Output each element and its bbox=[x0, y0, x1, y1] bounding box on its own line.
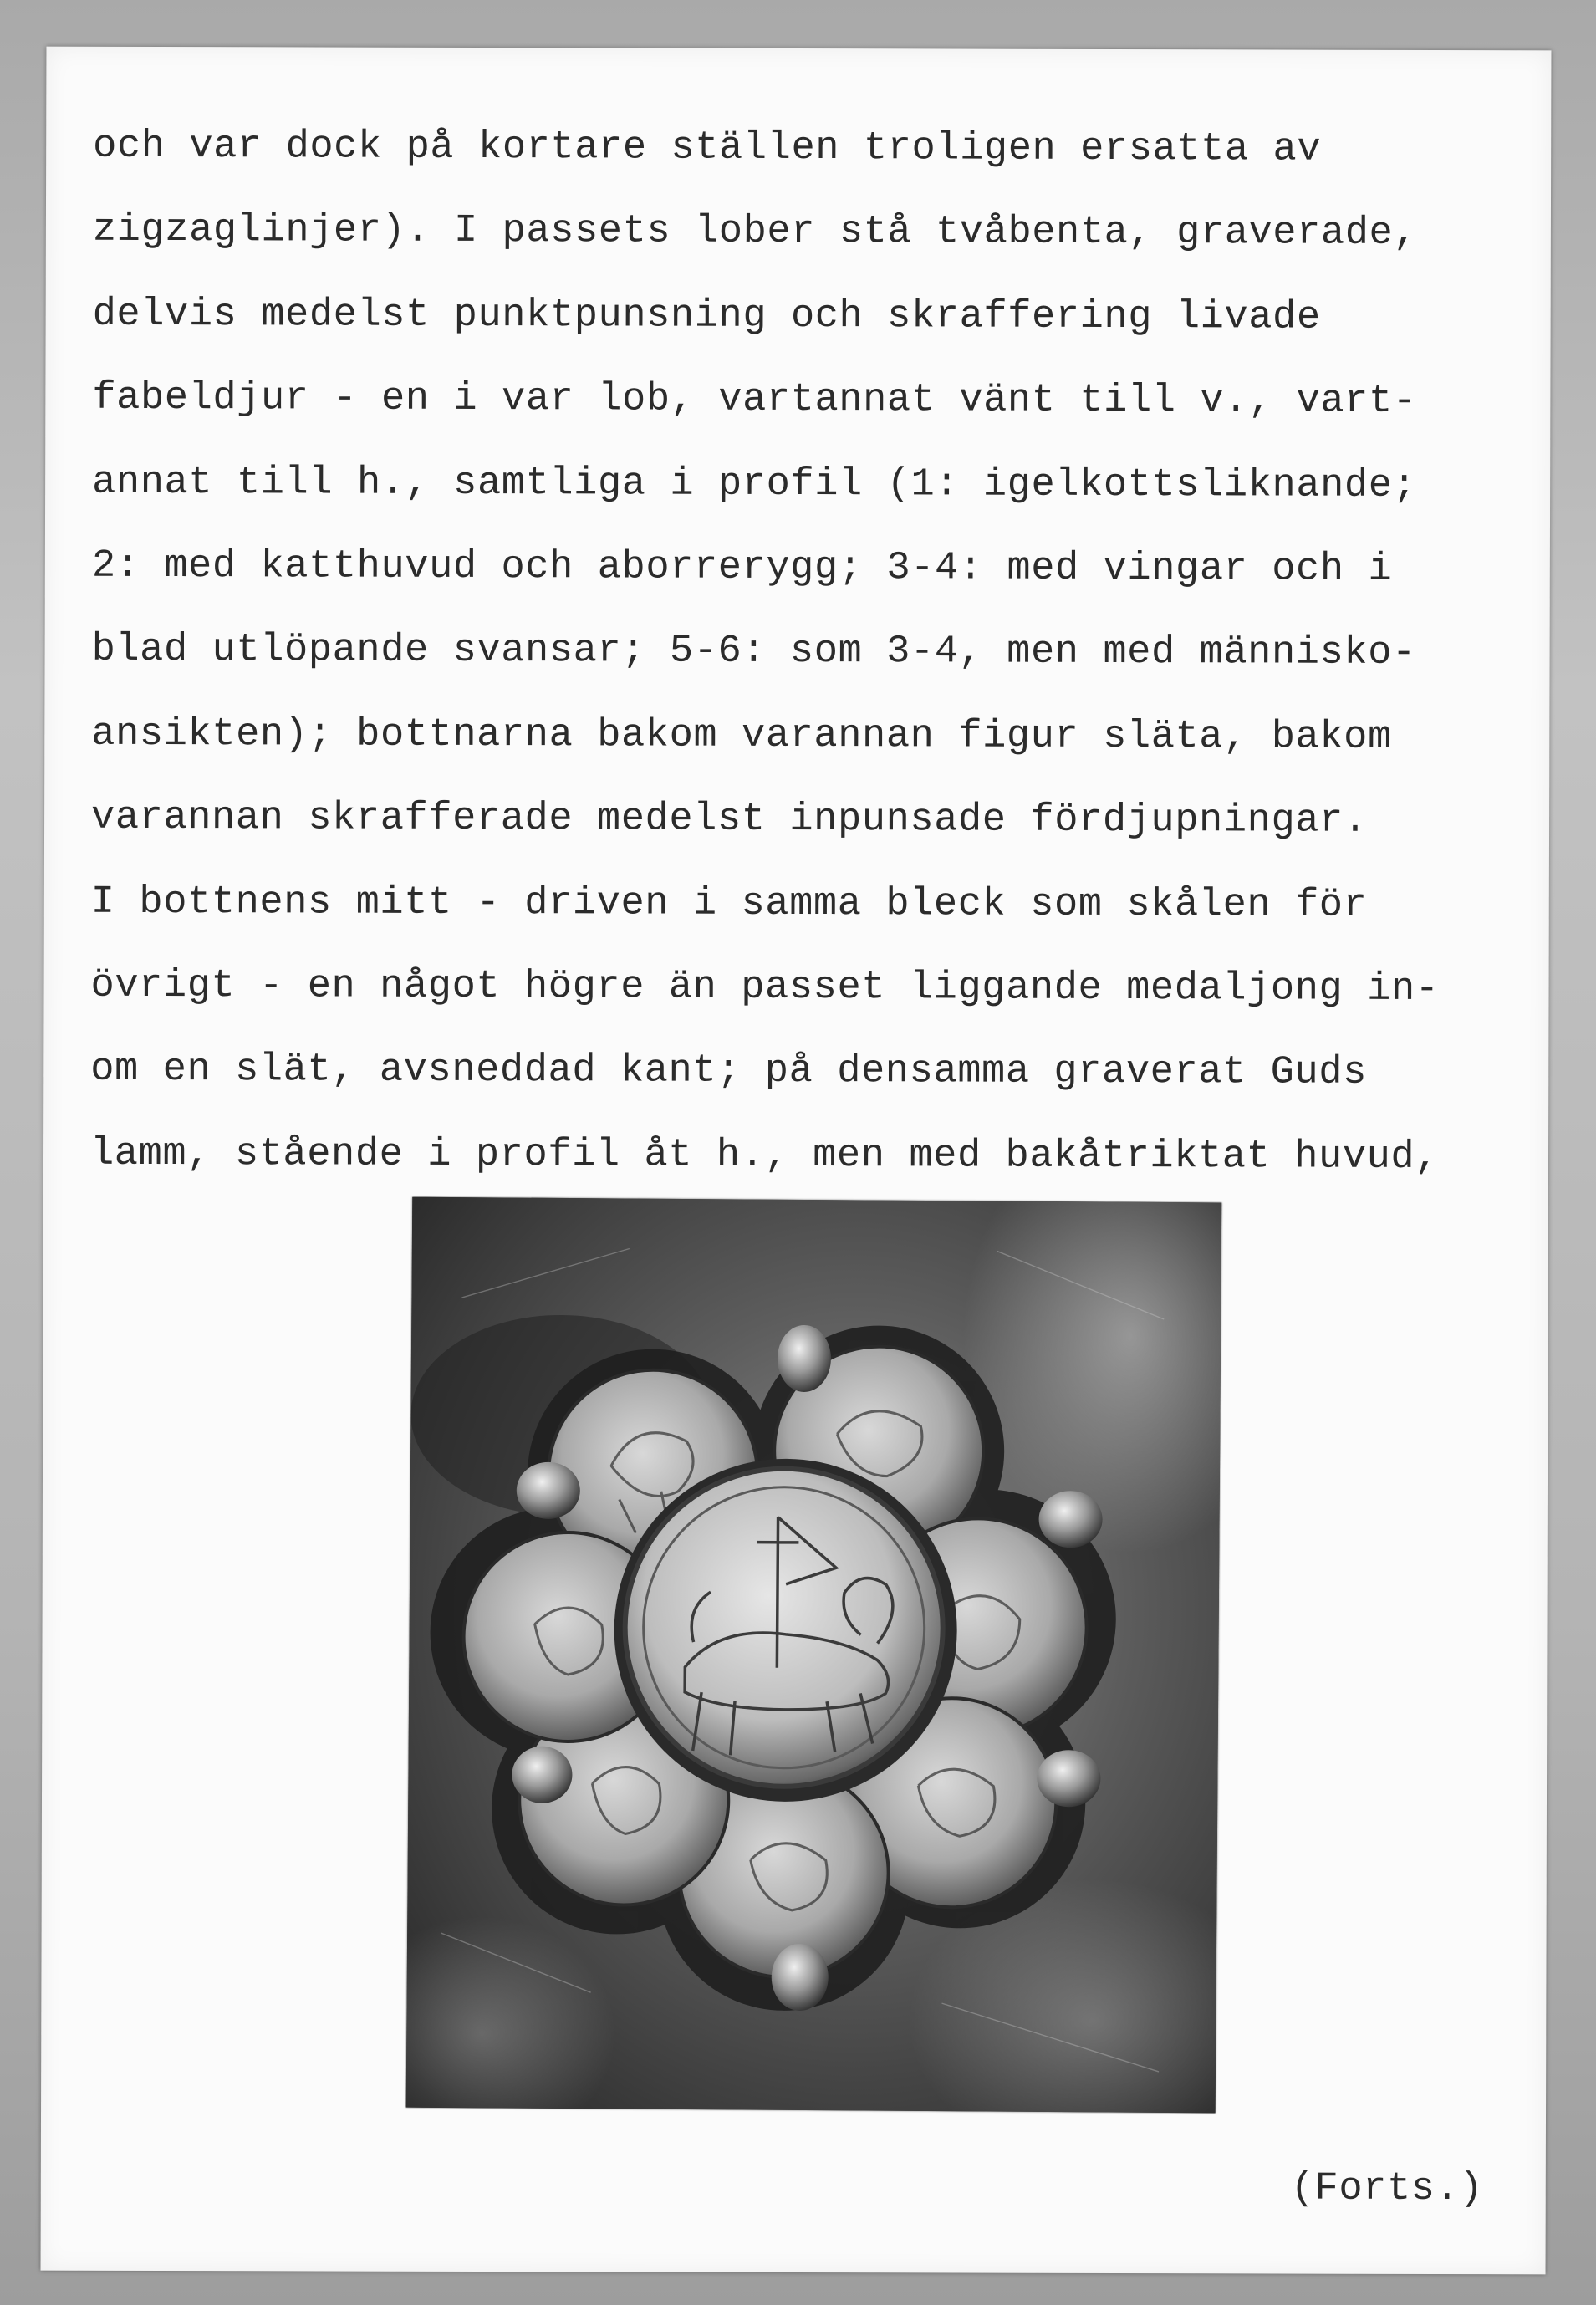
continuation-note: (Forts.) bbox=[1290, 2166, 1484, 2212]
text-line-7: blad utlöpande svansar; 5-6: som 3-4, men med människo- bbox=[91, 628, 1416, 676]
document-page bbox=[41, 47, 1552, 2275]
photograph-silver-bowl bbox=[406, 1197, 1222, 2114]
text-line-10: I bottnens mitt - driven i samma bleck som skålen för bbox=[90, 880, 1368, 928]
text-line-8: ansikten); bottnarna bakom varannan figur släta, bakom bbox=[91, 711, 1392, 760]
text-line-5: annat till h., samtliga i profil (1: igelkottsliknande; bbox=[92, 460, 1417, 508]
text-line-2: zigzaglinjer). I passets lober stå tvåbenta, graverade, bbox=[92, 208, 1418, 257]
text-line-4: fabeldjur - en i var lob, vartannat vänt till v., vart- bbox=[92, 375, 1417, 425]
typewritten-text bbox=[90, 105, 1531, 1201]
text-line-12: om en slät, avsneddad kant; på densamma graverat Guds bbox=[90, 1048, 1368, 1096]
text-line-13: lamm, stående i profil åt h., men med bakåtriktat huvud, bbox=[89, 1131, 1440, 1180]
text-line-1: och var dock på kortare ställen troligen ersatta av bbox=[93, 124, 1322, 172]
text-line-9: varannan skrafferade medelst inpunsade fördjupningar. bbox=[91, 795, 1368, 844]
bowl-photo-drawing bbox=[406, 1197, 1222, 2114]
text-line-11: övrigt - en något högre än passet liggande medaljong in- bbox=[90, 963, 1440, 1012]
text-line-6: 2: med katthuvud och aborrerygg; 3-4: med vingar och i bbox=[91, 543, 1393, 592]
text-line-3: delvis medelst punktpunsning och skraffering livade bbox=[92, 292, 1321, 340]
